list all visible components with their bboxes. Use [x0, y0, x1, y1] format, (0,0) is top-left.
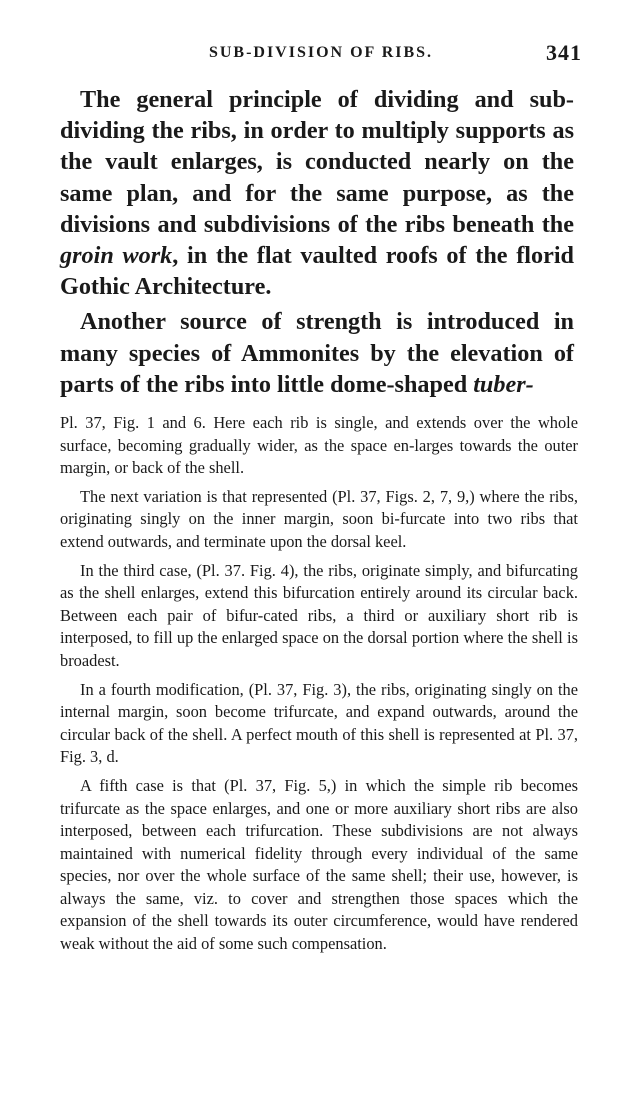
note-4: In a fourth modification, (Pl. 37, Fig. 3), the ribs, originating singly on the internal margin, soon become trifurcate, and expand outwards, around the circular back of the shell. A perfect mouth of this shell is represented at Pl. 37, Fig. 3, d. [60, 679, 578, 767]
note-1: Pl. 37, Fig. 1 and 6. Here each rib is single, and extends over the whole surface, becoming gradually wider, as the space en-larges towards the outer margin, or back of the shell. [60, 413, 578, 478]
running-title: SUB-DIVISION OF RIBS. [208, 44, 434, 61]
paragraph-1-text-a: The general principle of dividing and sub-dividing the ribs, in order to multiply supports as the vault enlarges, is conducted nearly on the same plan, and for the same purpose, as the divisions and subdivisions of the ribs beneath the [60, 86, 574, 238]
paragraph-2 [60, 306, 574, 400]
paragraph-1-text-b: , in the flat vaulted roofs of the florid Gothic Architecture. [60, 242, 574, 301]
paragraph-1-italic: groin work [60, 242, 173, 270]
paragraph-2-italic: tuber- [473, 370, 534, 398]
paragraph-2-text-a: Another source of strength is introduced in many species of Ammonites by the elevation of parts of the ribs into little dome-shaped [60, 308, 574, 398]
paragraph-1 [60, 84, 574, 302]
note-5: A fifth case is that (Pl. 37, Fig. 5,) in which the simple rib becomes trifurcate as the space enlarges, and one or more auxiliary short ribs are also interposed, between each trifurcation. These subdivisions are not always maintained with numerical fidelity through every individual of the same species, nor over the whole surface of the same shell; their use, however, is always the same, viz. to cover and strengthen those spaces which the expansion of the shell towards its outer circumference, would have rendered weak without the aid of some such compensation. [60, 775, 578, 954]
main-text [60, 84, 574, 400]
page-number: 341 [546, 40, 582, 65]
page-header [60, 42, 582, 76]
note-3: In the third case, (Pl. 37. Fig. 4), the ribs, originate simply, and bifurcating as the shell enlarges, extend this bifurcation entirely around its circular back. Between each pair of bifur-cated ribs, a third or auxiliary short rib is interposed, to fill up the enlarged space on the dorsal portion where the shell is broadest. [60, 560, 578, 670]
footnote-text [60, 412, 578, 962]
note-2: The next variation is that represented (Pl. 37, Figs. 2, 7, 9,) where the ribs, originating singly on the inner margin, soon bi-furcate into two ribs that extend outwards, and terminate upon the dorsal keel. [60, 486, 578, 551]
